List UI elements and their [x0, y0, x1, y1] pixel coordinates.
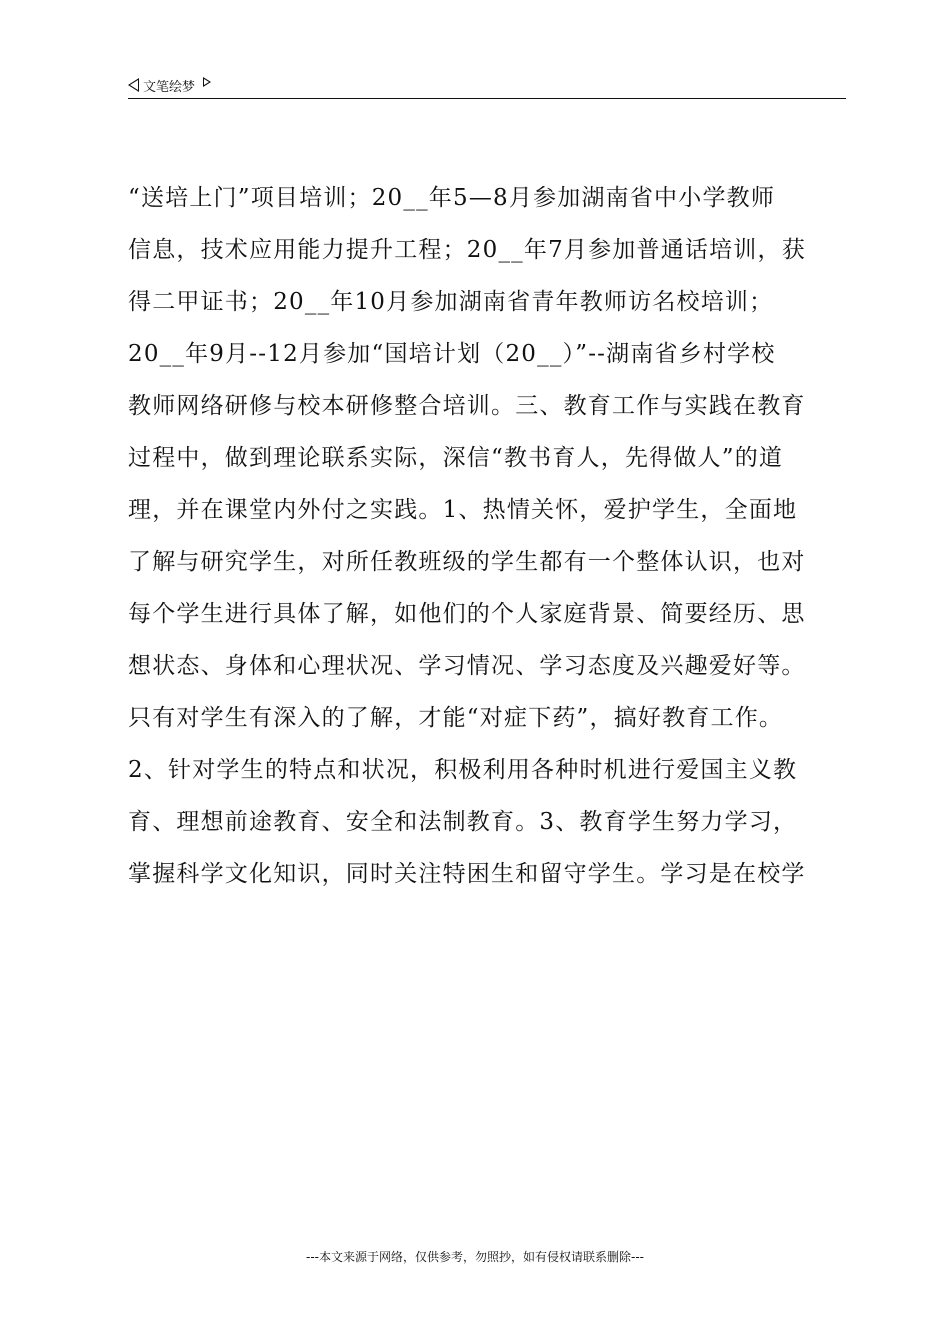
page-footer: ---本文来源于网络，仅供参考，勿照抄，如有侵权请联系删除--- — [306, 1250, 644, 1264]
triangle-right-icon — [203, 77, 211, 87]
body-line: 2、针对学生的特点和状况，积极利用各种时机进行爱国主义教 — [128, 757, 798, 783]
header-title: 文笔绘梦 — [143, 79, 196, 95]
body-line: 每个学生进行具体了解，如他们的个人家庭背景、简要经历、思 — [128, 601, 806, 627]
body-line: 信息，技术应用能力提升工程；20__年7月参加普通话培训，获 — [128, 237, 806, 263]
body-line: 20__年9月--12月参加“国培计划（20__）”--湖南省乡村学校 — [128, 341, 776, 367]
body-line: 想状态、身体和心理状况、学习情况、学习态度及兴趣爱好等。 — [128, 653, 806, 679]
document-body — [128, 172, 846, 900]
page-header — [128, 74, 211, 96]
body-line: “送培上门”项目培训；20__年5—8月参加湖南省中小学教师 — [128, 185, 776, 211]
body-line: 过程中，做到理论联系实际，深信“教书育人，先得做人”的道 — [128, 445, 784, 471]
body-line: 只有对学生有深入的了解，才能“对症下药”，搞好教育工作。 — [128, 705, 784, 731]
body-line: 育、理想前途教育、安全和法制教育。3、教育学生努力学习， — [128, 809, 798, 835]
body-line: 理，并在课堂内外付之实践。1、热情关怀，爱护学生，全面地 — [128, 497, 798, 523]
triangle-left-icon — [128, 78, 139, 92]
body-line: 掌握科学文化知识，同时关注特困生和留守学生。学习是在校学 — [128, 861, 806, 887]
body-line: 得二甲证书；20__年10月参加湖南省青年教师访名校培训； — [128, 289, 774, 315]
body-line: 了解与研究学生，对所任教班级的学生都有一个整体认识，也对 — [128, 549, 806, 575]
header-rule — [128, 98, 846, 99]
body-line: 教师网络研修与校本研修整合培训。三、教育工作与实践在教育 — [128, 393, 806, 419]
